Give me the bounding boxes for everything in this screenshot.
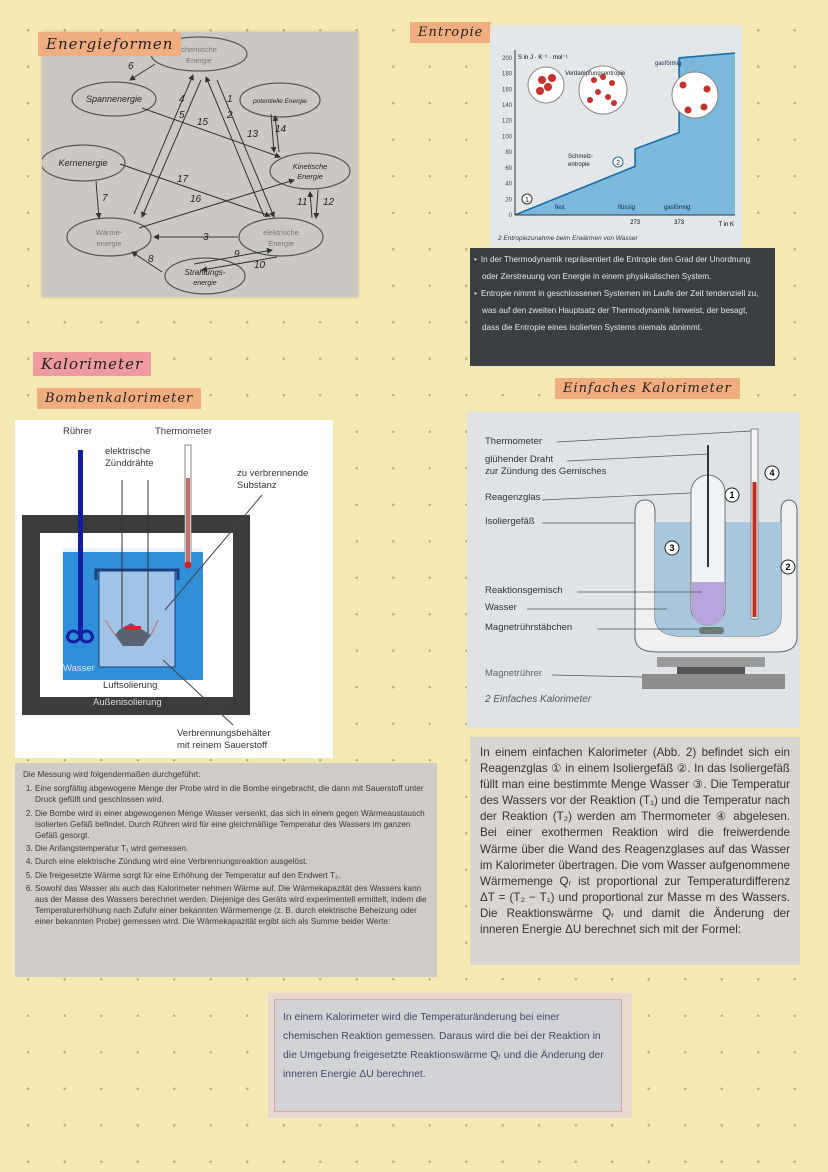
heading-entropie: Entropie — [410, 22, 491, 43]
label-ruehrer: Rührer — [63, 426, 93, 437]
marker-2: 2 — [785, 562, 791, 572]
procedure-step: 1. Eine sorgfältig abgewogene Menge der Probe wird in die Bombe eingebracht, die dann mit Sauerstoff unter Druck gefüllt und geschlossen wird. — [35, 783, 429, 805]
arrow-label: 9 — [234, 249, 240, 260]
simple-calorimeter-text: In einem einfachen Kalorimeter (Abb. 2) befindet sich ein Reagenzglas ① in einem Isoliergefäß ②. In das Isoliergefäß füllt man eine bestimmte Menge Wasser ③. Die Temperatur des Wassers vor der Reaktion (T₁) und die Temperatur nach der Reaktion (T₂) werden am Thermometer ④ abgelesen. Bei einer exothermen Reaktion wird die freiwerdende Wärme über die Wand des Reagenzglases auf das Wasser im Kalorimeter übertragen. Die vom Wasser aufgenommene Wärmemenge Qᵣ ist proportional zur Temperaturdifferenz ΔT = (T₂ − T₁) und proportional zur Masse m des Wassers. Die Reaktionswärme Qᵣ und damit die Änderung der inneren Energie ΔU berechnet sich mit der Formel: — [470, 737, 800, 965]
summary-frame — [268, 993, 632, 1118]
node-label: Strahlungs- — [184, 268, 226, 277]
phase-label: flüssig — [618, 205, 636, 211]
phase-label: gasförmig — [664, 205, 691, 211]
figure-caption: 2 Einfaches Kalorimeter — [485, 694, 592, 705]
procedure-step: 5. Die freigesetzte Wärme sorgt für eine Erhöhung der Temperatur auf den Endwert T₂. — [35, 870, 429, 881]
entropy-chart — [490, 25, 742, 247]
node-label: Kernenergie — [58, 158, 108, 168]
simple-calorimeter-diagram — [467, 412, 800, 728]
label-magnetruehrer: Magnetrührer — [485, 668, 543, 679]
y-tick: 200 — [501, 55, 512, 62]
heading-bombenkalorimeter: Bombenkalorimeter — [37, 388, 201, 409]
y-tick: 20 — [505, 197, 512, 204]
arrow-label: 1 — [227, 94, 233, 105]
stir-bar — [699, 627, 724, 634]
arrow-label: 12 — [323, 197, 335, 208]
entropy-note: • Entropie nimmt in geschlossenen Systemen im Laufe der Zeit tendenziell zu, was auf den zweiten Hauptsatz der Thermodynamik hinweist, der besagt, dass die Entropie eines isolierten Systems niemals abnimmt. — [482, 285, 765, 336]
arrow-label: 17 — [177, 174, 189, 185]
annotation: Schmelz- — [568, 154, 594, 160]
node-label: potentielle Energie — [253, 98, 307, 105]
arrow-label: 7 — [102, 193, 108, 204]
x-axis-label: T in K — [718, 222, 734, 228]
label-thermometer: Thermometer — [155, 426, 213, 437]
label-thermometer: Thermometer — [485, 436, 543, 447]
heading-einfaches-kalorimeter: Einfaches Kalorimeter — [555, 378, 740, 399]
marker-1: 1 — [729, 490, 735, 500]
procedure-step: 3. Die Anfangstemperatur T₁ wird gemessen. — [35, 843, 429, 854]
marker-4: 4 — [769, 468, 775, 478]
label-reagenzglas: Reagenzglas — [485, 492, 541, 503]
label-zuenddraehte: elektrische Zünddrähte — [105, 446, 154, 469]
node-label: Energie — [297, 172, 323, 181]
node-label: Spannenergie — [85, 94, 143, 104]
y-tick: 160 — [501, 87, 512, 94]
arrow-label: 8 — [148, 254, 154, 265]
y-tick: 60 — [505, 165, 512, 172]
arrow-label: 15 — [197, 117, 209, 128]
y-tick: 40 — [505, 181, 512, 188]
label-magnetruehrstaebchen: Magnetrührstäbchen — [485, 622, 573, 633]
marker-3: 3 — [669, 543, 675, 553]
arrow-label: 11 — [297, 197, 308, 208]
annotation: Verdampfungsentropie — [565, 71, 626, 77]
node-label: energie — [96, 239, 122, 248]
label-luftisolierung: Luftsolierung — [103, 680, 158, 691]
arrow-label: 14 — [275, 124, 287, 135]
stirrer[interactable] — [78, 450, 83, 640]
label-verbrennungsbehaelter: Verbrennungsbehälter mit reinem Sauerstoff — [177, 728, 271, 751]
bomb-procedure-text — [15, 763, 437, 977]
summary-text: In einem Kalorimeter wird die Temperaturänderung bei einer chemischen Reaktion gemessen. Daraus wird die bei der Reaktion in die Umgebung freigesetzte Reaktionswärme Qᵣ und die Änderung der inneren Energie ΔU berechnet. — [274, 999, 622, 1112]
label-draht: glühender Draht — [485, 454, 554, 465]
x-tick: 273 — [630, 220, 641, 226]
y-tick: 140 — [501, 103, 512, 109]
arrow-label: 3 — [203, 232, 209, 243]
figure-caption: 2 Entropiezunahme beim Erwärmen von Wasser — [498, 235, 638, 242]
entropy-notes — [470, 248, 775, 366]
combustion-vessel — [99, 570, 175, 667]
x-tick: 373 — [674, 220, 685, 226]
arrow-label: 13 — [247, 129, 259, 140]
y-tick: 100 — [501, 134, 512, 141]
marker-label: 1 — [525, 196, 529, 204]
label-reaktionsgemisch: Reaktionsgemisch — [485, 585, 563, 596]
arrow-label: 2 — [227, 110, 233, 121]
label-wasser: Wasser — [63, 663, 95, 674]
phase-label: fest — [555, 205, 565, 211]
procedure-step: 4. Durch eine elektrische Zündung wird eine Verbrennungsreaktion ausgelöst. — [35, 856, 429, 867]
magnetic-stirrer — [642, 674, 785, 689]
procedure-intro: Die Messung wird folgendermaßen durchgeführt: — [23, 770, 201, 779]
label-substanz: zu verbrennende Substanz — [237, 468, 309, 491]
procedure-step: 6. Sowohl das Wasser als auch das Kalorimeter nehmen Wärme auf. Die Wärmekapazität des Wassers kann aus der Masse des Wassers berechnet werden. Diejenige des Geräts wird experimentell ermittelt, indem die Temperaturerhöhung nach Zufuhr einer bekannten Wärmemenge (z. B. durch elektrische Beheizung oder einer bekannten Probe) gemessen wird. Die Wärmekapazität ergibt sich als Summe beider Werte: — [35, 883, 429, 928]
energy-forms-photo — [42, 32, 358, 297]
heading-energieformen: Energieformen — [38, 32, 181, 56]
node-label: Energie — [186, 56, 212, 65]
arrow-label: 6 — [128, 61, 134, 72]
label-wasser: Wasser — [485, 602, 517, 613]
y-tick: 0 — [508, 213, 512, 219]
node-label: Kinetische — [292, 162, 328, 171]
node-label: Wärme- — [95, 228, 123, 237]
node-label: Energie — [268, 239, 294, 248]
y-tick: 120 — [501, 118, 512, 125]
y-axis-label: S in J · K⁻¹ · mol⁻¹ — [518, 55, 568, 61]
reaction-mixture — [692, 582, 724, 625]
marker-label: 2 — [616, 159, 620, 167]
phase-label: gasförmig — [655, 61, 682, 67]
node-label: chemische — [181, 45, 217, 54]
arrow-label: 5 — [179, 110, 185, 121]
bomb-calorimeter-diagram — [15, 420, 333, 758]
annotation: entropie — [568, 162, 590, 168]
energy-forms-diagram — [42, 32, 358, 297]
y-tick: 180 — [501, 71, 512, 78]
node-label: elektrische — [263, 228, 299, 237]
entropy-figure — [490, 25, 742, 247]
arrow-label: 10 — [254, 260, 266, 271]
label-zuendung: zur Zündung des Gemisches — [485, 466, 607, 477]
arrow-label: 4 — [179, 94, 185, 105]
procedure-step: 2. Die Bombe wird in einer abgewogenen Menge Wasser versenkt, das sich in einem gegen Wärmeaustausch isolierten Gefäß befindet. Durch Rühren wird für eine gleichmäßige Temperatur des Wassers im ganzen Gefäß gesorgt. — [35, 808, 429, 842]
node-label: energie — [193, 280, 217, 287]
y-tick: 80 — [505, 150, 512, 157]
gas-molecule-icon — [672, 72, 718, 118]
entropy-note: • In der Thermodynamik repräsentiert die Entropie den Grad der Unordnung oder Zerstreuung von Energie in einem physikalischen System. — [482, 251, 765, 285]
arrow-label: 16 — [190, 194, 202, 205]
label-isoliergefaess: Isoliergefäß — [485, 516, 535, 527]
label-aussenisolierung: Außenisolierung — [93, 697, 162, 708]
heading-kalorimeter: Kalorimeter — [33, 352, 151, 376]
